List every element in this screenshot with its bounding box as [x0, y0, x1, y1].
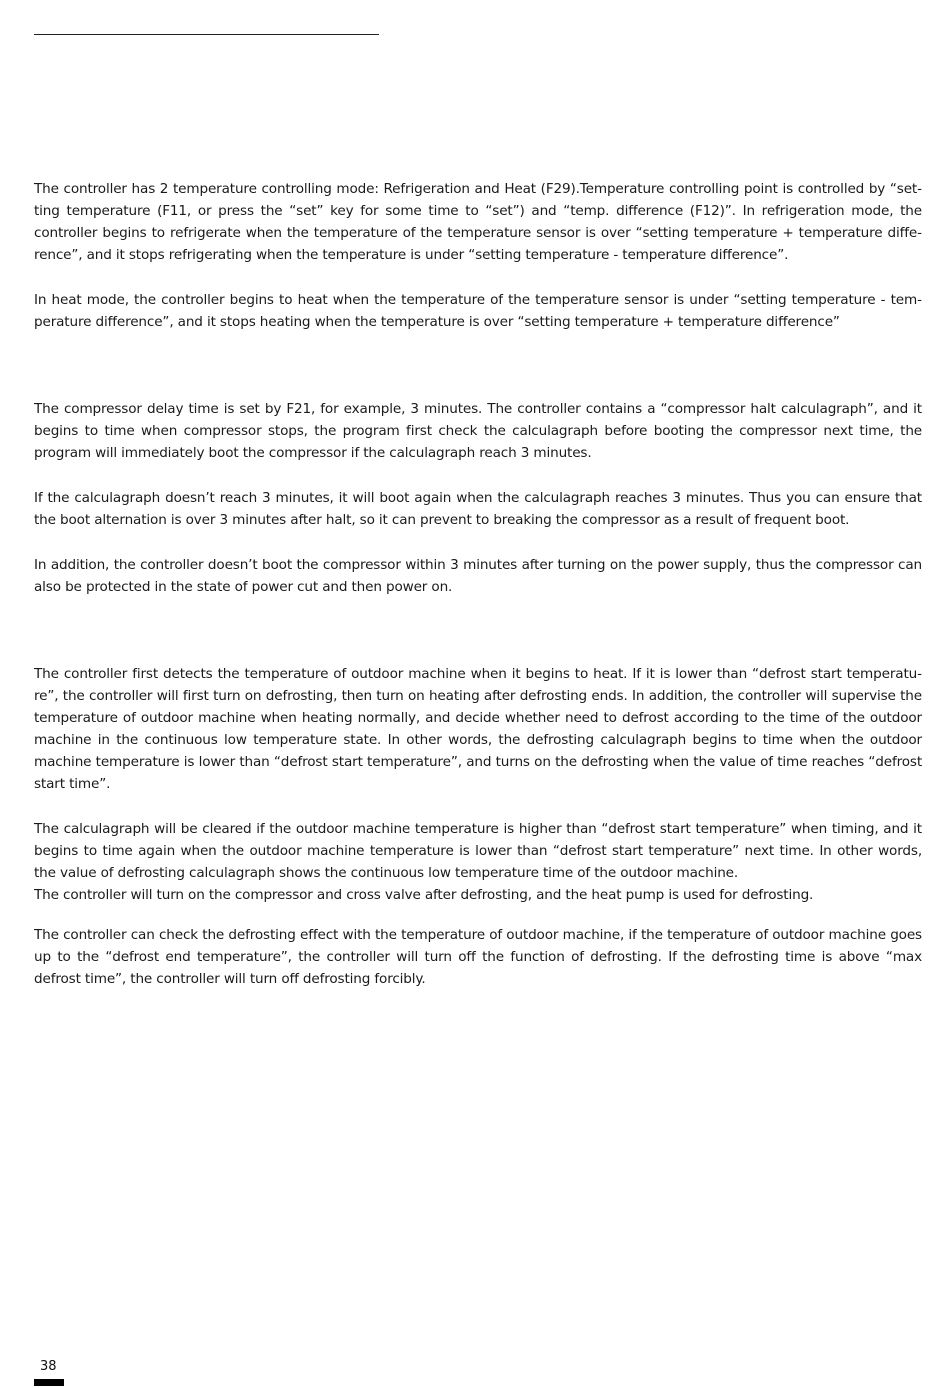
paragraph-compressor-delay-1: The compressor delay time is set by F21, for example, 3 minutes. The controller contains a “compressor halt calculagraph”, and it begins to time when compressor stops, the program first check the calculagraph before booting the compressor next time, the program will immediately boot the compressor if the calculagraph reach 3 minutes. — [34, 401, 922, 461]
paragraph-compressor-delay-2: If the calculagraph doesn’t reach 3 minutes, it will boot again when the calculagraph reaches 3 minutes. Thus you can ensure that the boot alternation is over 3 minutes after halt, so it can prevent to breaking the compressor as a result of frequent boot. — [34, 490, 922, 528]
paragraph-defrosting-4: The controller can check the defrosting effect with the temperature of outdoor machine, if the temperature of outdoor machine goes up to the “defrost end temperature”, the controller will turn off the function of defrosting. If the defrosting time is above “max defrost time”, the controller will turn off defrosting forcibly. — [34, 927, 922, 987]
paragraph-defrosting-3: The controller will turn on the compressor and cross valve after defrosting, and the heat pump is used for defrosting. — [34, 887, 814, 903]
header-rule — [34, 34, 379, 35]
page-number-bar — [34, 1379, 64, 1386]
paragraph-defrosting-1: The controller first detects the temperature of outdoor machine when it begins to heat. If it is lower than “defrost start temperature”, the controller will first turn on defrosting, then turn on heating after defrosting ends. In addition, the controller will supervise the temperature of outdoor machine when heating normally, and decide whether need to defrost according to the time of the outdoor machine in the continuous low temperature state. In other words, the defrosting calculagraph begins to time when the outdoor machine temperature is lower than “defrost start temperature”, and turns on the defrosting when the value of time reaches “defrost start time”. — [34, 666, 922, 792]
page-body — [34, 178, 922, 990]
paragraph-defrosting-2: The calculagraph will be cleared if the outdoor machine temperature is higher than “defrost start temperature” when timing, and it begins to time again when the outdoor machine temperature is lower than “defrost start temperature” next time. In other words, the value of defrosting calculagraph shows the continuous low temperature time of the outdoor machine. — [34, 821, 922, 881]
paragraph-temperature-control-1: The controller has 2 temperature controlling mode: Refrigeration and Heat (F29).Temperature controlling point is controlled by “setting temperature (F11, or press the “set” key for some time to “set”) and “temp. difference (F12)”. In refrigeration mode, the controller begins to refrigerate when the temperature of the temperature sensor is over “setting temperature + temperature difference”, and it stops refrigerating when the temperature is under “setting temperature - temperature difference”. — [34, 181, 922, 263]
paragraph-compressor-delay-3: In addition, the controller doesn’t boot the compressor within 3 minutes after turning on the power supply, thus the compressor can also be protected in the state of power cut and then power on. — [34, 557, 922, 595]
page-number: 38 — [40, 1359, 57, 1374]
paragraph-temperature-control-2: In heat mode, the controller begins to heat when the temperature of the temperature sensor is under “setting temperature - temperature difference”, and it stops heating when the temperature is over “setting temperature + temperature difference” — [34, 292, 922, 330]
